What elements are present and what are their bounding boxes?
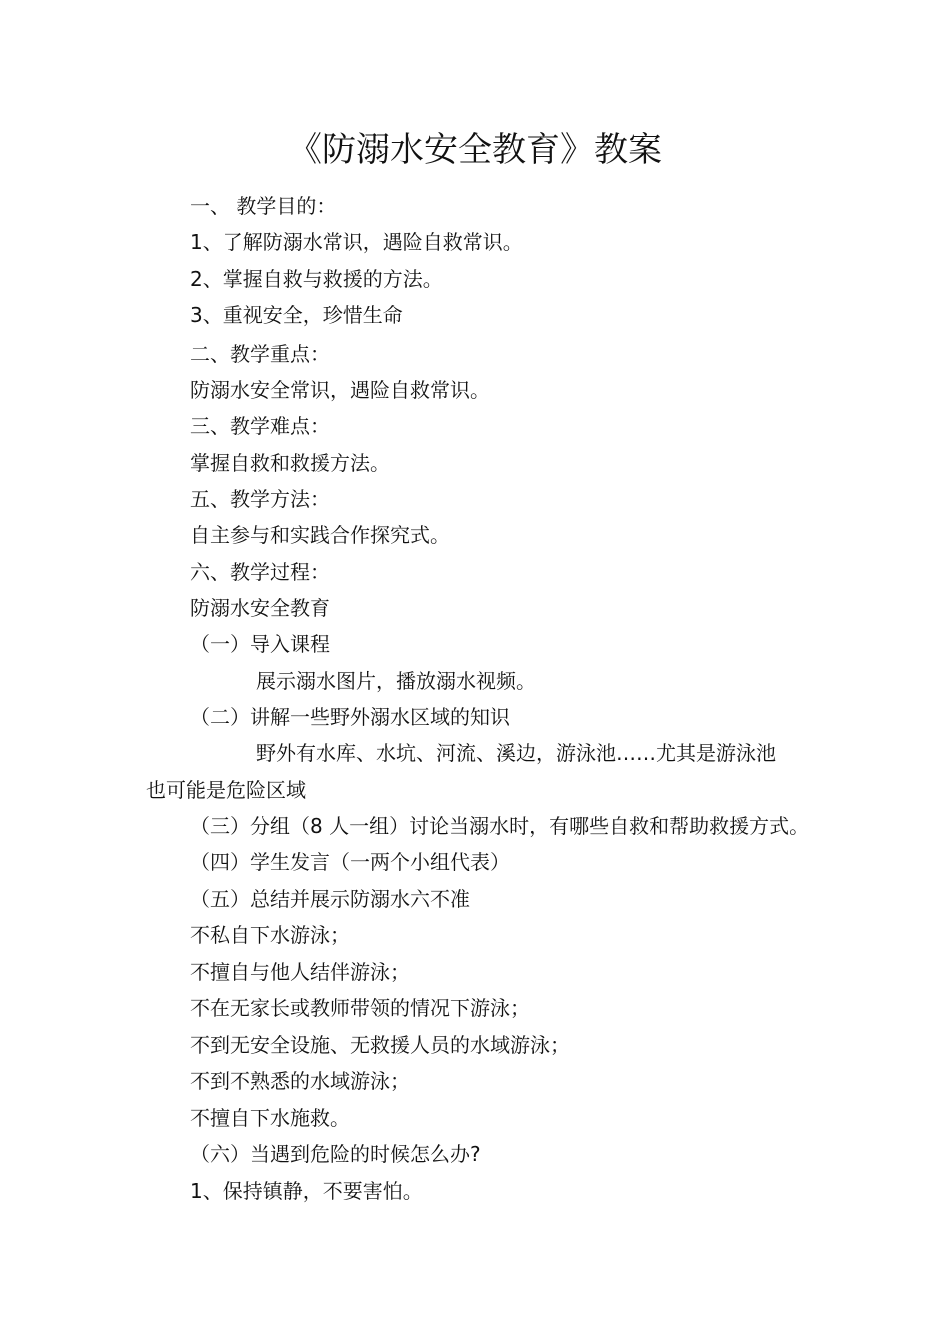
process-step-1-heading: （一）导入课程 [190,632,330,656]
document-title: 《防溺水安全教育》教案 [288,130,662,170]
process-step-4-heading: （四）学生发言（一两个小组代表） [190,850,510,874]
rule-item-2: 不擅自与他人结伴游泳； [190,960,410,984]
process-step-1-text: 展示溺水图片，播放溺水视频。 [256,669,536,693]
rule-item-6: 不擅自下水施救。 [190,1106,350,1130]
section-heading-difficulties: 三、教学难点： [190,414,330,438]
rule-item-5: 不到不熟悉的水域游泳； [190,1069,410,1093]
process-step-3-heading: （三）分组（8 人一组）讨论当溺水时，有哪些自救和帮助救援方式。 [190,814,810,838]
rule-item-1: 不私自下水游泳； [190,923,350,947]
objective-item-2: 2、掌握自救与救援的方法。 [190,267,443,291]
difficulties-text: 掌握自救和救援方法。 [190,451,390,475]
process-subtitle: 防溺水安全教育 [190,596,330,620]
rule-item-4: 不到无安全设施、无救援人员的水域游泳； [190,1033,570,1057]
process-step-5-heading: （五）总结并展示防溺水六不准 [190,887,470,911]
objective-item-3: 3、重视安全，珍惜生命 [190,303,403,327]
process-step-2-heading: （二）讲解一些野外溺水区域的知识 [190,705,510,729]
danger-response-item-1: 1、保持镇静，不要害怕。 [190,1179,423,1203]
objective-item-1: 1、了解防溺水常识，遇险自救常识。 [190,230,523,254]
process-step-2-text: 野外有水库、水坑、河流、溪边，游泳池……尤其是游泳池 [256,741,776,765]
section-heading-process: 六、教学过程： [190,560,330,584]
process-step-6-heading: （六）当遇到危险的时候怎么办? [190,1142,481,1166]
rule-item-3: 不在无家长或教师带领的情况下游泳； [190,996,530,1020]
process-step-2-text-continued: 也可能是危险区域 [146,778,306,802]
key-points-text: 防溺水安全常识，遇险自救常识。 [190,378,490,402]
section-heading-methods: 五、教学方法： [190,487,330,511]
section-heading-objectives: 一、 教学目的： [190,194,337,218]
section-heading-key-points: 二、教学重点： [190,342,330,366]
methods-text: 自主参与和实践合作探究式。 [190,523,450,547]
